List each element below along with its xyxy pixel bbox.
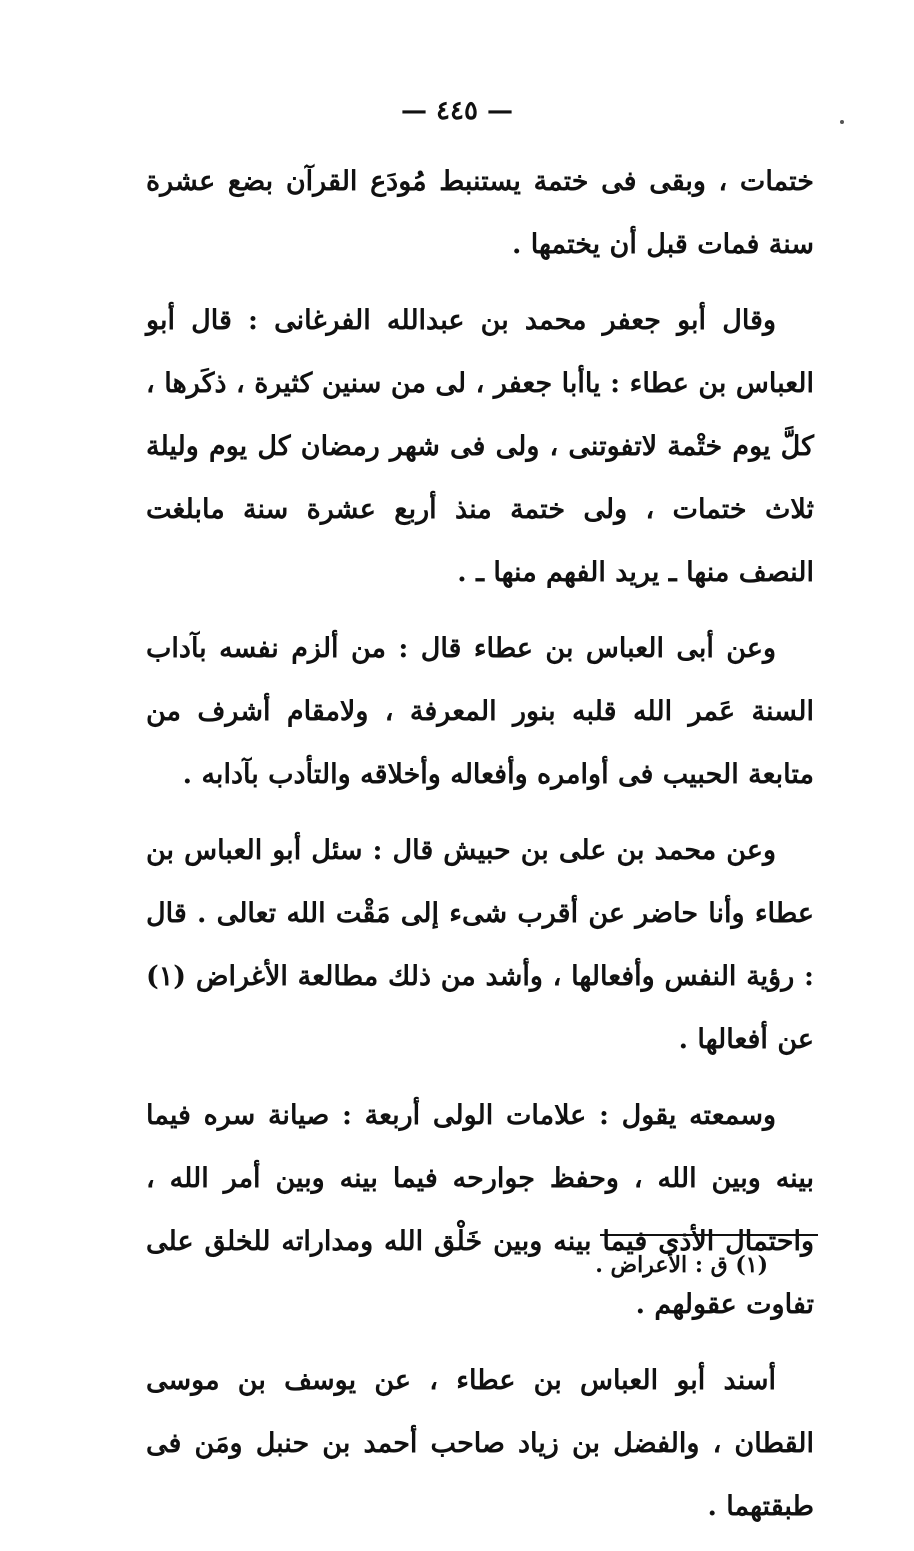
paragraph-6: أسند أبو العباس بن عطاء ، عن يوسف بن موسى القطان ، والفضل بن زياد صاحب أحمد بن حنبل ومَن فى طبقتهما . <box>146 1365 814 1522</box>
paragraph-5: وسمعته يقول : علامات الولى أربعة : صيانة سره فيما بينه وبين الله ، وحفظ جوارحه فيما بينه وبين أمر الله ، واحتمال الأذى فيما بينه وبين خَلْق الله ومداراته للخلق على تفاوت عقولهم . <box>146 1100 814 1320</box>
page-number: — ٤٤٥ — <box>400 96 514 126</box>
paragraph-2: وقال أبو جعفر محمد بن عبدالله الفرغانى : قال أبو العباس بن عطاء : ياأبا جعفر ، لى من سنين كثيرة ، ذكَرها ، كلَّ يوم ختْمة لاتفوتنى ، ولى فى شهر رمضان كل يوم وليلة ثلاث ختمات ، ولى ختمة منذ أربع عشرة سنة مابلغت النصف منها ـ يريد الفهم منها ـ . <box>146 305 814 588</box>
paragraph-1: ختمات ، وبقى فى ختمة يستنبط مُودَع القرآن بضع عشرة سنة فمات قبل أن يختمها . <box>146 166 814 260</box>
footnote-separator <box>600 1234 818 1236</box>
paragraph-3: وعن أبى العباس بن عطاء قال : من ألزم نفسه بآداب السنة عَمر الله قلبه بنور المعرفة ، ولامقام أشرف من متابعة الحبيب فى أوامره وأفعاله وأخلاقه والتأدب بآدابه . <box>146 633 814 790</box>
main-text <box>146 150 814 1551</box>
scan-speck <box>840 120 844 124</box>
footnote: (١) ق : الأعراض . <box>595 1252 768 1278</box>
paragraph-4: وعن محمد بن على بن حبيش قال : سئل أبو العباس بن عطاء وأنا حاضر عن أقرب شىء إلى مَقْت الله تعالى . قال : رؤية النفس وأفعالها ، وأشد من ذلك مطالعة الأغراض (١) عن أفعالها . <box>146 835 814 1055</box>
